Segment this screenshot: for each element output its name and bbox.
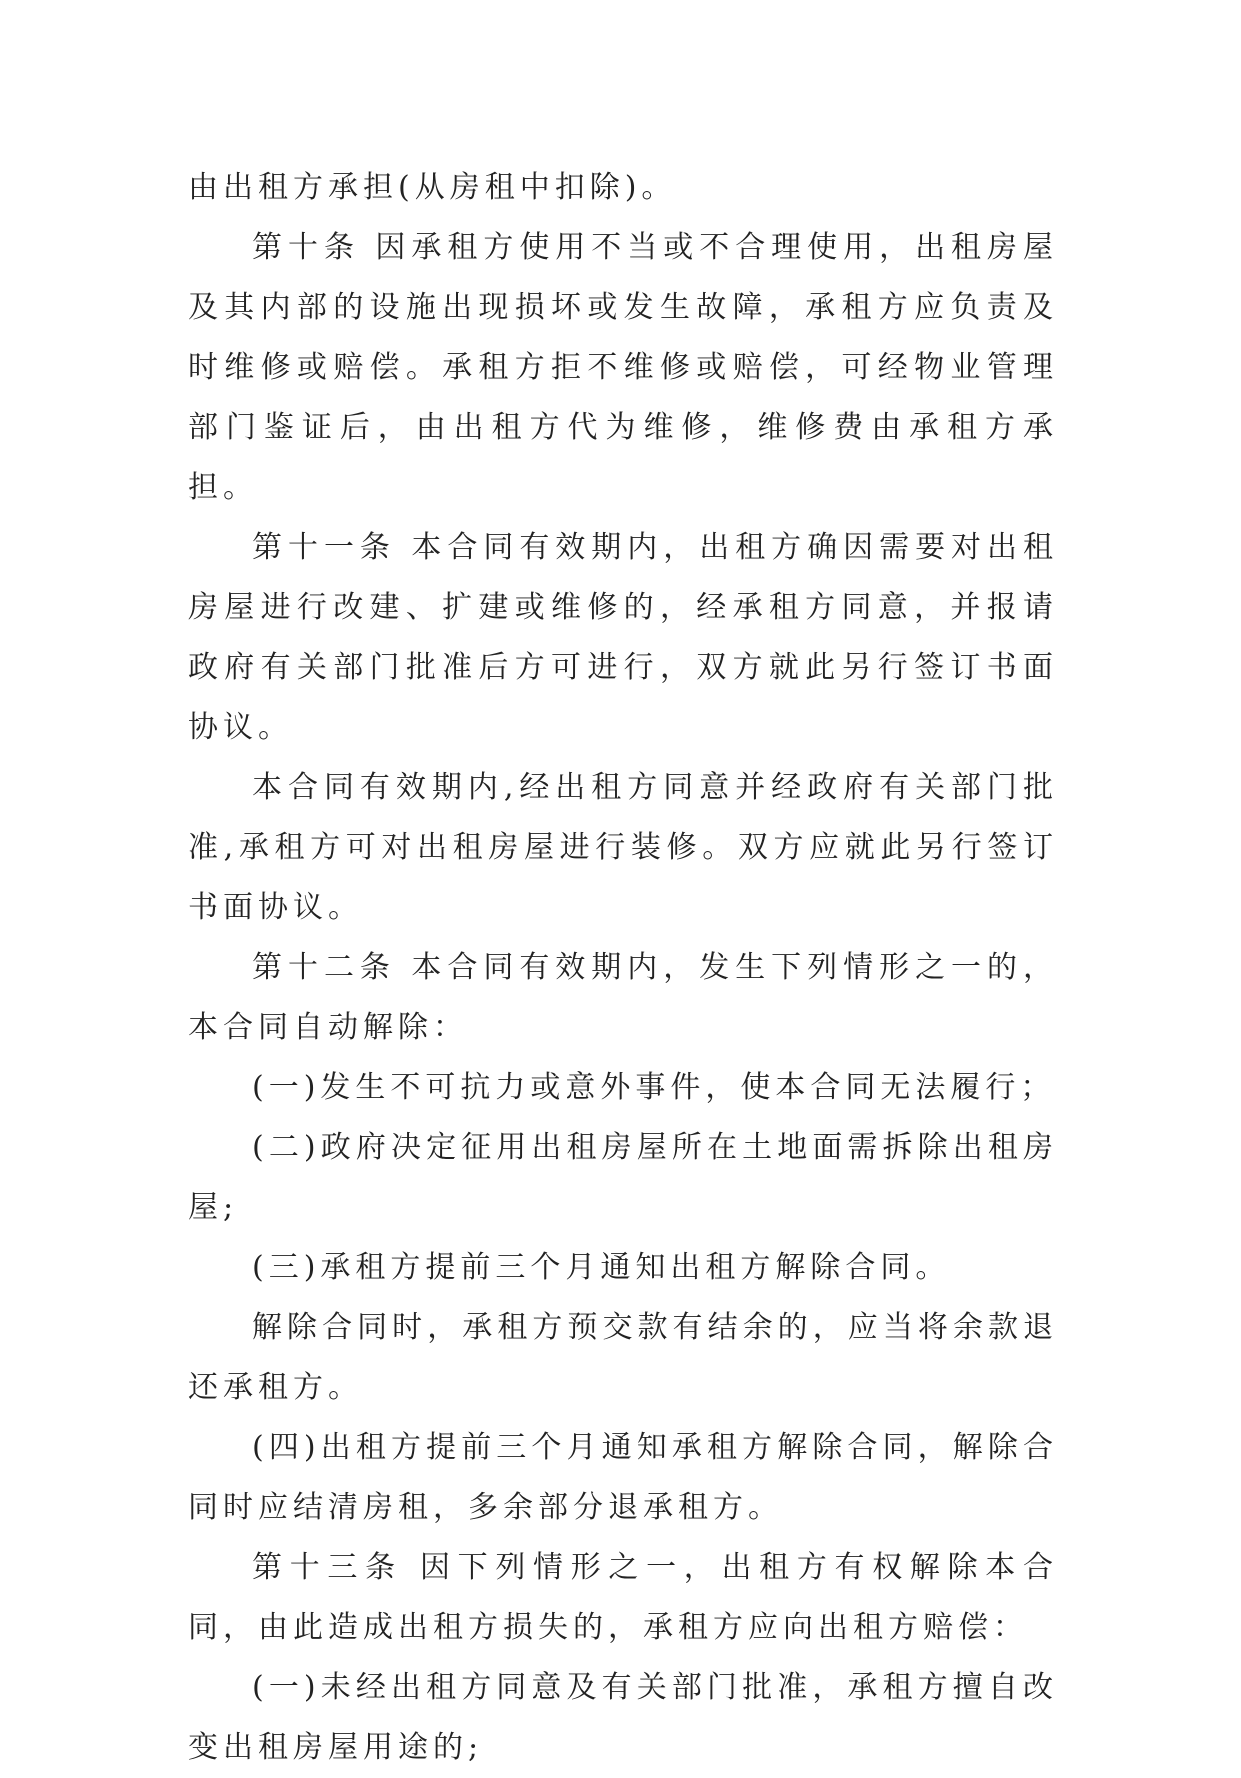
document-body xyxy=(188,158,1058,1778)
paragraph-article-12-item-4: (四)出租方提前三个月通知承租方解除合同，解除合同时应结清房租，多余部分退承租方。 xyxy=(188,1430,1058,1525)
paragraph-article-11: 第十一条 本合同有效期内，出租方确因需要对出租房屋进行改建、扩建或维修的，经承租方同意，并报请政府有关部门批准后方可进行，双方就此另行签订书面协议。 xyxy=(188,530,1058,745)
paragraph-article-12-item-3: (三)承租方提前三个月通知出租方解除合同。 xyxy=(252,1250,951,1285)
paragraph-article-13: 第十三条 因下列情形之一，出租方有权解除本合同，由此造成出租方损失的，承租方应向出租方赔偿： xyxy=(188,1550,1058,1645)
paragraph-decoration-clause: 本合同有效期内,经出租方同意并经政府有关部门批准,承租方可对出租房屋进行装修。双方应就此另行签订书面协议。 xyxy=(188,770,1058,925)
paragraph-article-13-item-1: (一)未经出租方同意及有关部门批准，承租方擅自改变出租房屋用途的; xyxy=(188,1670,1058,1765)
paragraph-article-12-item-2: (二)政府决定征用出租房屋所在土地面需拆除出租房屋; xyxy=(188,1130,1058,1225)
paragraph-article-12: 第十二条 本合同有效期内，发生下列情形之一的，本合同自动解除： xyxy=(188,950,1058,1045)
paragraph-article-10: 第十条 因承租方使用不当或不合理使用，出租房屋及其内部的设施出现损坏或发生故障，承租方应负责及时维修或赔偿。承租方拒不维修或赔偿，可经物业管理部门鉴证后，由出租方代为维修，维修费由承租方承担。 xyxy=(188,230,1058,505)
paragraph-article-12-item-1: (一)发生不可抗力或意外事件，使本合同无法履行； xyxy=(252,1070,1056,1105)
paragraph-continuation: 由出租方承担(从房租中扣除)。 xyxy=(188,170,677,205)
paragraph-refund-clause: 解除合同时，承租方预交款有结余的，应当将余款退还承租方。 xyxy=(188,1310,1058,1405)
